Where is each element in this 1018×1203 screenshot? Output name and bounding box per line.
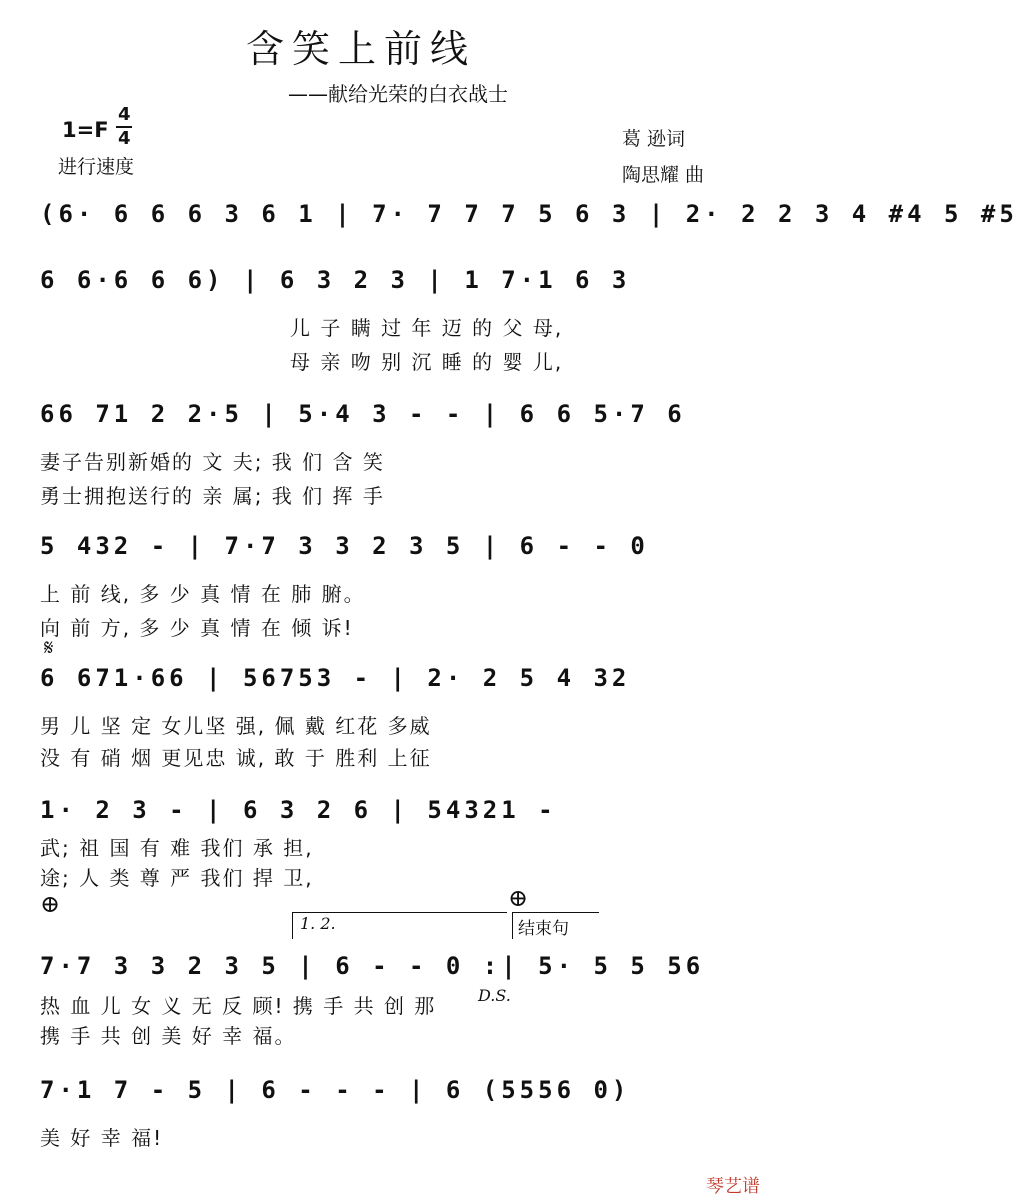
lyricist-credit: 葛 逊词 — [622, 128, 686, 150]
lyric-line-2b: 母 亲 吻 别 沉 睡 的 婴 儿, — [290, 350, 564, 374]
lyric-line-7b: 携 手 共 创 美 好 幸 福。 — [40, 1024, 297, 1048]
ds-marking: D.S. — [478, 986, 511, 1005]
time-sig-top: 4 — [118, 104, 131, 125]
ending-label: 结束句 — [518, 919, 569, 939]
notation-line-5: 6 671·66 | 56753 - | 2· 2 5 4 32 — [40, 664, 631, 692]
notation-line-7: 7·7 3 3 2 3 5 | 6 - - 0 :| 5· 5 5 56 — [40, 952, 705, 980]
segno-icon: 𝄋 — [44, 636, 54, 661]
notation-line-4: 5 432 - | 7·7 3 3 2 3 5 | 6 - - 0 — [40, 532, 649, 560]
notation-line-2: 6 6·6 6 6) | 6 3 2 3 | 1 7·1 6 3 — [40, 266, 631, 294]
lyric-line-3b: 勇士拥抱送行的 亲 属; 我 们 挥 手 — [40, 484, 385, 508]
song-title: 含笑上前线 — [246, 27, 477, 71]
notation-line-1: (6· 6 6 6 3 6 1 | 7· 7 7 7 5 6 3 | 2· 2 2 3 4 #4 5 #5 — [40, 200, 1018, 228]
lyric-line-5a: 男 儿 坚 定 女儿坚 强, 佩 戴 红花 多威 — [40, 714, 432, 738]
lyric-line-6a: 武; 祖 国 有 难 我们 承 担, — [40, 836, 314, 860]
key-signature: 1=F — [62, 118, 109, 142]
volta-label: 1. 2. — [300, 914, 336, 933]
lyric-line-4a: 上 前 线, 多 少 真 情 在 肺 腑。 — [40, 582, 366, 606]
coda-icon-2: ⊕ — [508, 884, 529, 912]
tempo-marking: 进行速度 — [58, 156, 135, 178]
time-sig-bottom: 4 — [118, 128, 131, 149]
lyric-line-8: 美 好 幸 福! — [40, 1126, 164, 1150]
lyric-line-2a: 儿 子 瞒 过 年 迈 的 父 母, — [290, 316, 564, 340]
watermark-logo: 琴艺谱 — [706, 1176, 760, 1197]
lyric-line-7a: 热 血 儿 女 义 无 反 顾! 携 手 共 创 那 — [40, 994, 437, 1018]
lyric-line-3a: 妻子告别新婚的 文 夫; 我 们 含 笑 — [40, 450, 385, 474]
notation-line-3: 66 71 2 2·5 | 5·4 3 - - | 6 6 5·7 6 — [40, 400, 686, 428]
song-subtitle: ——献给光荣的白衣战士 — [288, 82, 508, 106]
notation-line-6: 1· 2 3 - | 6 3 2 6 | 54321 - — [40, 796, 557, 824]
lyric-line-4b: 向 前 方, 多 少 真 情 在 倾 诉! — [40, 616, 354, 640]
composer-credit: 陶思耀 曲 — [622, 164, 705, 186]
lyric-line-5b: 没 有 硝 烟 更见忠 诚, 敢 于 胜利 上征 — [40, 746, 432, 770]
notation-line-8: 7·1 7 - 5 | 6 - - - | 6 (5556 0) — [40, 1076, 631, 1104]
lyric-line-6b: 途; 人 类 尊 严 我们 捍 卫, — [40, 866, 314, 890]
coda-icon: ⊕ — [40, 890, 61, 918]
